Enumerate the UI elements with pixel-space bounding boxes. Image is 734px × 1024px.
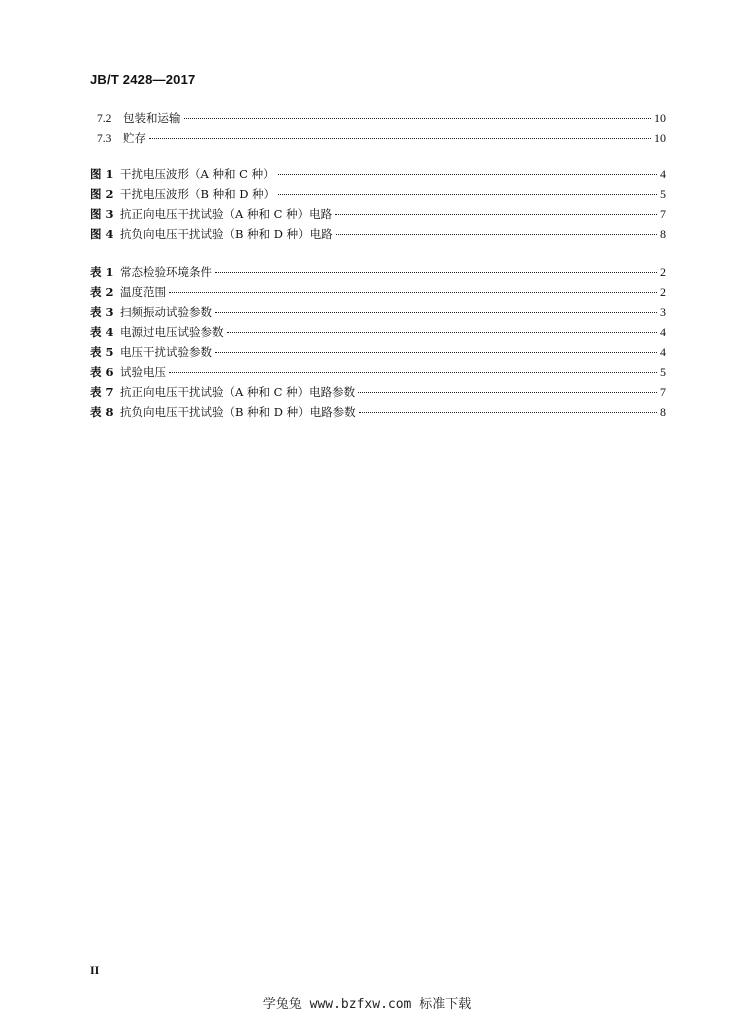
- toc-entry-number: 表 8: [90, 405, 114, 419]
- toc-entry-table-6[interactable]: [90, 364, 666, 384]
- toc-entry-page: 10: [654, 111, 666, 125]
- toc-entry-table-2[interactable]: [90, 284, 666, 304]
- toc-entry-page: 4: [660, 345, 666, 359]
- toc-entry-title: 抗负向电压干扰试验（B 种和 D 种）电路参数: [120, 405, 356, 419]
- toc-entry-figure-1[interactable]: [90, 166, 666, 186]
- toc-entry-number: 表 2: [90, 285, 114, 299]
- watermark-text: 学兔兔 www.bzfxw.com 标准下载: [262, 997, 472, 1012]
- toc-tables-list: [90, 264, 666, 424]
- toc-entry-number: 表 6: [90, 365, 114, 379]
- dot-leader: [215, 272, 657, 273]
- toc-entry-title: 抗正向电压干扰试验（A 种和 C 种）电路参数: [120, 385, 356, 399]
- dot-leader: [335, 214, 657, 215]
- toc-entry-number: 表 1: [90, 265, 114, 279]
- dot-leader: [169, 292, 657, 293]
- toc-entry-number: 图 4: [90, 227, 114, 241]
- toc-entry-table-1[interactable]: [90, 264, 666, 284]
- toc-entry-title: 干扰电压波形（B 种和 D 种）: [120, 187, 276, 201]
- toc-entry-page: 5: [660, 187, 666, 201]
- dot-leader: [336, 234, 657, 235]
- dot-leader: [358, 392, 657, 393]
- toc-entry-page: 3: [660, 305, 666, 319]
- toc-entry-page: 2: [660, 285, 666, 299]
- toc-entry-7-3[interactable]: [97, 130, 666, 150]
- toc-entry-title: 温度范围: [120, 285, 166, 299]
- toc-entry-table-7[interactable]: [90, 384, 666, 404]
- dot-leader: [359, 412, 657, 413]
- toc-entry-number: 7.3: [97, 133, 112, 145]
- toc-sections-list: [97, 110, 666, 150]
- toc-entry-number: 图 1: [90, 167, 114, 181]
- toc-entry-page: 10: [654, 131, 666, 145]
- page-number: II: [90, 963, 100, 977]
- dot-leader: [215, 312, 657, 313]
- toc-entry-7-2[interactable]: [97, 110, 666, 130]
- toc-entry-table-4[interactable]: [90, 324, 666, 344]
- toc-entry-title: 常态检验环境条件: [120, 265, 212, 279]
- dot-leader: [278, 194, 657, 195]
- toc-entry-page: 4: [660, 325, 666, 339]
- toc-entry-page: 4: [660, 167, 666, 181]
- toc-entry-title: 扫频振动试验参数: [120, 305, 212, 319]
- dot-leader: [184, 118, 652, 119]
- toc-entry-table-8[interactable]: [90, 404, 666, 424]
- toc-entry-number: 图 3: [90, 207, 114, 221]
- toc-entry-number: 7.2: [97, 113, 112, 125]
- toc-entry-number: 表 7: [90, 385, 114, 399]
- toc-entry-title: 贮存: [123, 131, 146, 145]
- toc-entry-page: 7: [660, 385, 666, 399]
- toc-entry-table-5[interactable]: [90, 344, 666, 364]
- toc-entry-number: 图 2: [90, 187, 114, 201]
- dot-leader: [149, 138, 651, 139]
- dot-leader: [278, 174, 657, 175]
- toc-entry-title: 抗正向电压干扰试验（A 种和 C 种）电路: [120, 207, 333, 221]
- toc-entry-title: 电压干扰试验参数: [120, 345, 212, 359]
- toc-entry-figure-3[interactable]: [90, 206, 666, 226]
- toc-entry-figure-2[interactable]: [90, 186, 666, 206]
- toc-entry-number: 表 5: [90, 345, 114, 359]
- toc-entry-title: 试验电压: [120, 365, 166, 379]
- toc-entry-number: 表 4: [90, 325, 114, 339]
- toc-entry-page: 5: [660, 365, 666, 379]
- toc-entry-title: 干扰电压波形（A 种和 C 种）: [120, 167, 275, 181]
- toc-entry-page: 8: [660, 405, 666, 419]
- toc-entry-title: 电源过电压试验参数: [120, 325, 224, 339]
- toc-entry-page: 8: [660, 227, 666, 241]
- dot-leader: [169, 372, 657, 373]
- standard-code: JB/T 2428—2017: [90, 72, 196, 87]
- toc-entry-page: 7: [660, 207, 666, 221]
- toc-entry-number: 表 3: [90, 305, 114, 319]
- toc-figures-list: [90, 166, 666, 246]
- dot-leader: [227, 332, 658, 333]
- toc-entry-table-3[interactable]: [90, 304, 666, 324]
- toc-entry-title: 抗负向电压干扰试验（B 种和 D 种）电路: [120, 227, 333, 241]
- toc-entry-title: 包装和运输: [123, 111, 181, 125]
- toc-entry-figure-4[interactable]: [90, 226, 666, 246]
- toc-entry-page: 2: [660, 265, 666, 279]
- dot-leader: [215, 352, 657, 353]
